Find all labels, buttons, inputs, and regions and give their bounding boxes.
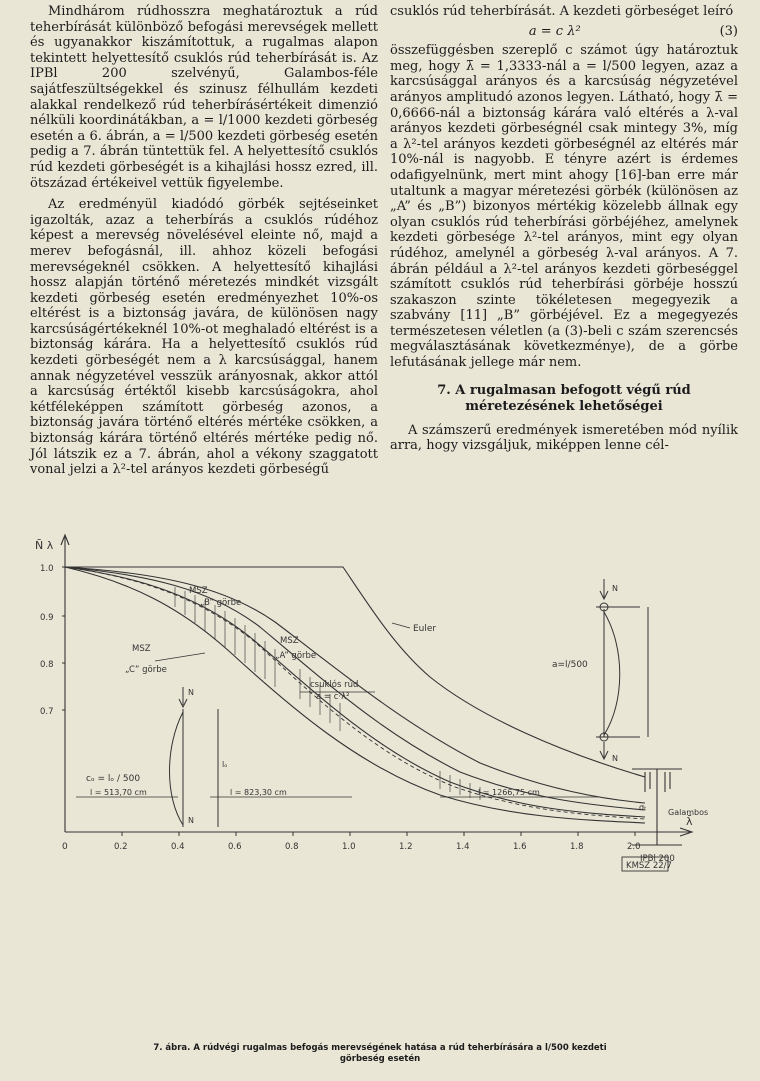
x-tick-label: 0.8 bbox=[285, 842, 299, 852]
n-bottom-left: N bbox=[188, 816, 194, 825]
left-text-column bbox=[30, 4, 378, 478]
length-3: l = 1266,75 cm bbox=[478, 788, 540, 797]
x-ticks bbox=[114, 832, 641, 852]
figure-drawing bbox=[0, 527, 760, 1047]
paragraph: Az eredményül kiadódó görbék sejtéseinket igazolták, azaz a teherbírás a csuklós rúdéhoz képest a merevség növelésével eleinte nő, majd a merev befogásnál, ill. ahhoz közeli befogási merevségeknél csökken. A helyettesítő kihajlási hossz alapján történő méretezés mindkét vizsgált kezdeti görbeség esetén eredményezhet 10%-os eltérést is a biztonság javára, de különösen nagy karcsúságértékeknél 10%-ot meghaladó eltérést is a biztonság kárára. Ha a helyettesítő csuklós rúd kezdeti görbeségét nem a λ karcsúsággal, hanem annak négyzetével vesszük arányosnak, akkor attól a karcsúság értéktől kisebb karcsúságokra, ahol kétféleképpen számított görbeség azonos, a biztonság javára történő eltérés mértéke csökken, a biztonság kárára történő eltérés mértéke pedig nő. Jól látszik ez a 7. ábrán, ahol a vékony szaggatott vonal jelzi a λ²-tel arányos kezdeti görbeségű bbox=[30, 197, 378, 478]
n-top-left: N bbox=[188, 688, 194, 697]
x-tick-label: 0.2 bbox=[114, 842, 128, 852]
msz-b-label: MSZ bbox=[189, 586, 208, 596]
y-tick-label: 0.8 bbox=[40, 660, 54, 670]
x-tick-label: 1.6 bbox=[513, 842, 527, 852]
msz-a-label: MSZ bbox=[280, 636, 299, 646]
sigma-label: σₜ bbox=[639, 803, 647, 812]
figure-7 bbox=[0, 527, 760, 1047]
right-text-column bbox=[390, 4, 738, 454]
n-bottom-right: N bbox=[612, 754, 618, 763]
msz-c-label: MSZ bbox=[132, 644, 151, 654]
dashed-curve bbox=[65, 567, 645, 819]
paragraph: összefüggésben szereplő c számot úgy határoztuk meg, hogy λ̄ = 1,3333-nál a = l/500 legyen, azaz a karcsúsággal arányos és a karcsúság négyzetével arányos amplitudó azonos legyen. Látható, hogy λ̄ = 0,6666-nál a biztonság kárára való eltérés a λ-val arányos kezdeti görbeségnél csak mintegy 3%, míg a λ²-tel arányos kezdeti görbeségnél az eltérés már 10%-nál is nagyobb. E tényre azért is érdemes odafigyelnünk, mert mint ahogy [16]-ban erre már utaltunk a magyar méretezési görbék (különösen az „A” és „B”) bizonyos mértékig közelebb állnak egy olyan csuklós rúd teherbírási görbéjéhez, amelynek kezdeti görbesége λ²-tel arányos, mint egy olyan rúdéhoz, amelynél a görbeség λ-val arányos. A 7. ábrán például a λ²-tel arányos kezdeti görbeséggel számított csuklós rúd teherbírási görbéje hosszú szakaszon szinte tökéletesen megegyezik a szabvány [11] „B” görbéjével. Ez a megegyezés természetesen véletlen (a (3)-beli c szám szerencsés megválasztásának következménye), de a görbe lefutásának jellege már nem. bbox=[390, 43, 738, 371]
equation bbox=[390, 24, 738, 40]
b-gorbe-label: „B” görbe bbox=[200, 598, 242, 608]
y-tick-label: 0.7 bbox=[40, 707, 54, 717]
y-tick-label: 1.0 bbox=[40, 564, 54, 574]
equation-formula: a = c λ² bbox=[528, 23, 581, 39]
c-gorbe-label: „C” görbe bbox=[125, 665, 167, 675]
a-gorbe-label: „A” görbe bbox=[275, 651, 317, 661]
lo-label: lₒ bbox=[222, 760, 228, 769]
figure-caption bbox=[150, 1043, 610, 1065]
ipbl-label: IPBl 200 bbox=[640, 854, 675, 864]
ao-lo-label: cₒ = lₒ / 500 bbox=[86, 774, 141, 784]
euler-label: Euler bbox=[413, 624, 437, 634]
x-tick-label: 0.6 bbox=[228, 842, 242, 852]
y-ticks bbox=[40, 564, 65, 717]
right-column-sketch bbox=[596, 579, 648, 759]
y-tick-label: 0.9 bbox=[40, 613, 54, 623]
x-tick-label: 1.0 bbox=[342, 842, 356, 852]
n-top-right: N bbox=[612, 584, 618, 593]
y-axis-label: N̄ λ bbox=[35, 539, 54, 552]
x-tick-label: 2.0 bbox=[627, 842, 641, 852]
csuklos-rud-label: csuklós rúd bbox=[310, 680, 359, 690]
paragraph: Mindhárom rúdhosszra meghatároztuk a rúd teherbírását különböző befogási merevségek mellett és ugyanakkor kiszámítottuk, a rugalmas alapon tekintett helyettesítő csuklós rúd teherbírását is. Az IPBl 200 szelvényű, Galambos-féle sajátfeszültségekkel és szinusz félhullám kezdeti alakkal rendelkező rúd teherbírásértékeit dimenzió nélküli koordinátákban, a = l/1000 kezdeti görbeség esetén a 6. ábrán, a = l/500 kezdeti görbeség esetén pedig a 7. ábrán tüntettük fel. A helyettesítő csuklós rúd kezdeti görbeségét is a kihajlási hossz ezred, ill. ötszázad értékeivel vettük figyelembe. bbox=[30, 4, 378, 191]
a-l500-label: a=l/500 bbox=[552, 660, 588, 670]
origin-label: 0 bbox=[62, 842, 68, 852]
length-1: l = 513,70 cm bbox=[90, 788, 147, 797]
x-tick-label: 0.4 bbox=[171, 842, 185, 852]
msz-curves bbox=[65, 567, 645, 823]
x-tick-label: 1.4 bbox=[456, 842, 470, 852]
section-title: 7. A rugalmasan befogott végű rúd méretezésének lehetőségei bbox=[437, 382, 691, 414]
msz-c-curve bbox=[65, 567, 645, 823]
paragraph: csuklós rúd teherbírását. A kezdeti görbeséget leíró bbox=[390, 4, 734, 19]
x-axis-label: λ̄ bbox=[686, 815, 693, 828]
galambos-label: Galambos bbox=[668, 808, 709, 817]
x-tick-label: 1.8 bbox=[570, 842, 584, 852]
caption-line-1: 7. ábra. A rúdvégi rugalmas befogás merevségének hatása a rúd teherbírására a l/500 kezdeti görbeség esetén bbox=[153, 1043, 607, 1064]
left-column-sketch bbox=[170, 687, 219, 827]
figure-badge: KMSZ 22/7 bbox=[626, 861, 672, 871]
x-tick-label: 1.2 bbox=[399, 842, 413, 852]
paragraph: A számszerű eredmények ismeretében mód nyílik arra, hogy vizsgáljuk, miképpen lenne cél- bbox=[390, 422, 738, 454]
a-eq-label: a = c·λ² bbox=[316, 692, 350, 702]
length-2: l = 823,30 cm bbox=[230, 788, 287, 797]
equation-number: (3) bbox=[719, 23, 738, 39]
